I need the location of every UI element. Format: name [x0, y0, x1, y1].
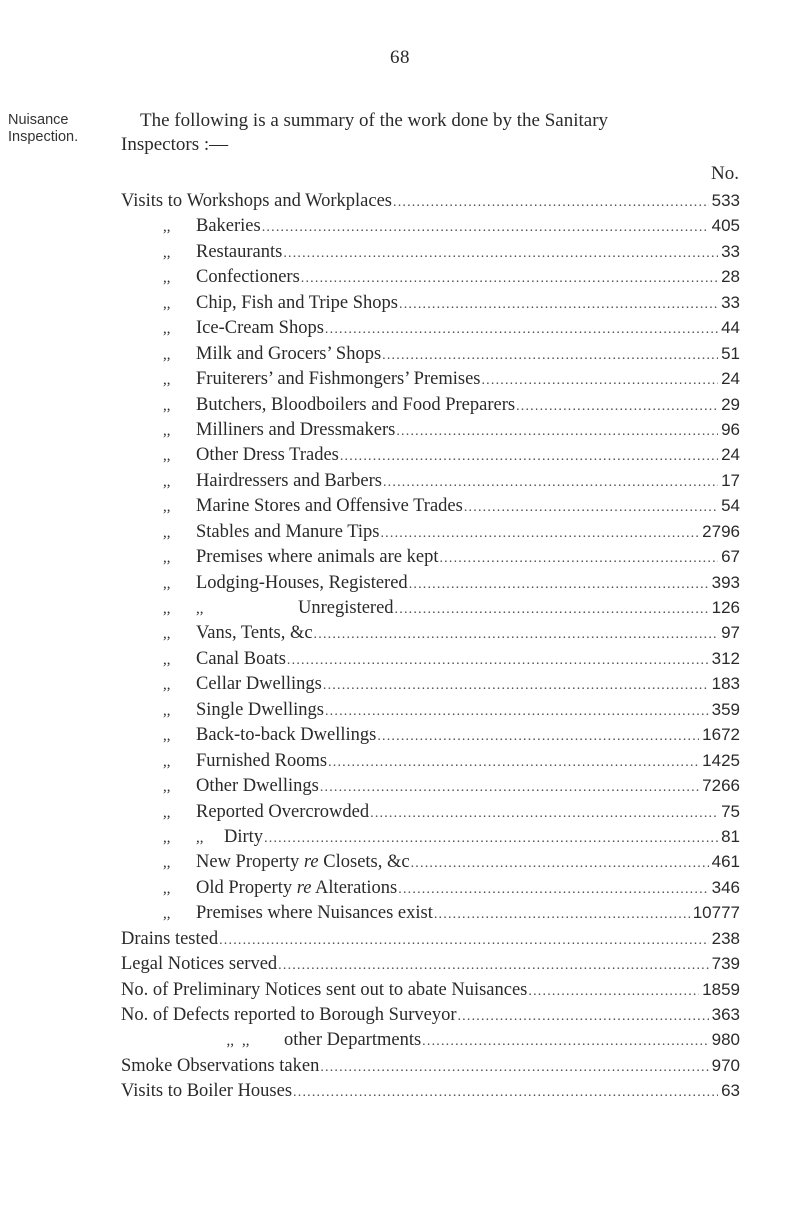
leader-dots	[283, 246, 718, 262]
ditto-mark: ,,	[163, 753, 171, 770]
table-row	[160, 700, 740, 725]
row-value: 63	[721, 1081, 740, 1101]
row-value: 461	[711, 852, 740, 872]
row-label: Visits to Boiler Houses	[121, 1081, 293, 1102]
table-row	[121, 980, 740, 1005]
leader-dots	[528, 984, 699, 1000]
leader-dots	[516, 399, 718, 415]
ditto-mark: ,,	[163, 524, 171, 541]
row-value: 10777	[692, 903, 740, 923]
ditto-mark: ,,	[163, 550, 171, 567]
ditto-mark: ,,	[163, 346, 171, 363]
ditto-mark: ,,	[163, 499, 171, 516]
leader-dots	[383, 475, 718, 491]
ditto-mark: ,,	[163, 880, 171, 897]
row-value: 533	[711, 191, 740, 210]
row-value: 405	[711, 216, 740, 236]
row-label: other Departments	[284, 1030, 422, 1051]
leader-dots	[320, 1060, 708, 1076]
ditto-mark: ,,	[196, 829, 204, 846]
row-value: 1859	[702, 979, 740, 999]
table-row	[160, 445, 740, 470]
row-value: 28	[721, 267, 740, 287]
table-row	[160, 598, 740, 623]
row-label: Vans, Tents, &c	[196, 623, 313, 644]
leader-dots	[264, 831, 718, 847]
leader-dots	[340, 449, 718, 465]
leader-dots	[314, 627, 719, 643]
row-value: 7266	[702, 776, 740, 796]
table-row	[160, 573, 740, 598]
row-label: Other Dwellings	[196, 776, 319, 797]
leader-dots	[293, 1085, 718, 1101]
row-label: Dirty	[224, 826, 264, 847]
row-label: No. of Defects reported to Borough Surveyor	[121, 1005, 457, 1025]
row-label: Hairdressers and Barbers	[196, 470, 382, 491]
leader-dots	[287, 653, 709, 669]
row-label: Old Property re Alterations	[196, 877, 398, 898]
row-value: 183	[711, 674, 740, 694]
row-label: Legal Notices served	[121, 954, 278, 975]
leader-dots	[382, 348, 718, 364]
table-row	[160, 395, 740, 420]
ditto-mark: ,,	[163, 372, 171, 389]
ditto-mark: ,,	[163, 855, 171, 872]
row-value: 970	[711, 1055, 740, 1075]
row-label: Chip, Fish and Tripe Shops	[196, 292, 399, 313]
leader-dots	[396, 424, 718, 440]
table-row	[121, 929, 740, 954]
row-label: Drains tested	[121, 928, 219, 949]
row-value: 33	[721, 292, 740, 312]
ditto-mark: ,,	[163, 295, 171, 312]
table-row	[160, 674, 740, 699]
row-label: Unregistered	[298, 598, 394, 618]
row-value: 24	[721, 445, 740, 465]
table-row	[121, 1005, 740, 1030]
table-row	[160, 547, 740, 572]
row-label: Premises where animals are kept	[196, 547, 439, 568]
margin-note	[8, 112, 78, 146]
row-label: Stables and Manure Tips	[196, 521, 380, 542]
table-row	[121, 1056, 740, 1081]
leader-dots	[323, 678, 709, 694]
ditto-mark: ,,	[163, 829, 171, 846]
leader-dots	[325, 322, 718, 338]
row-value: 1672	[702, 725, 740, 745]
row-label: Workshops and Workplaces	[186, 191, 392, 211]
ditto-mark: ,,	[163, 804, 171, 821]
ditto-mark: ,,	[163, 219, 171, 236]
table-row	[160, 471, 740, 496]
margin-note-line: Nuisance	[8, 112, 69, 128]
row-value: 346	[711, 877, 740, 897]
ditto-mark: ,,	[196, 601, 204, 617]
leader-dots	[278, 958, 708, 974]
ditto-mark: ,,	[163, 906, 171, 923]
leader-dots	[409, 577, 709, 593]
table-row	[160, 267, 740, 292]
leader-dots	[325, 704, 709, 720]
table-row	[160, 420, 740, 445]
ditto-mark: ,,	[163, 473, 171, 490]
row-label: Cellar Dwellings	[196, 674, 322, 695]
row-label: Butchers, Bloodboilers and Food Preparers	[196, 394, 516, 415]
table-row	[160, 802, 740, 827]
row-value: 312	[711, 648, 740, 668]
leader-dots	[370, 806, 718, 822]
row-label: Canal Boats	[196, 648, 286, 669]
ditto-mark: ,,	[242, 1033, 250, 1050]
row-value: 359	[711, 699, 740, 719]
leader-dots	[393, 195, 709, 211]
row-label: Milliners and Dressmakers	[196, 419, 396, 440]
row-value: 238	[711, 928, 740, 948]
row-value: 51	[721, 343, 740, 363]
intro-line: Inspectors :—	[121, 134, 229, 155]
leader-dots	[434, 907, 690, 923]
row-prefix: Visits to	[121, 191, 183, 211]
ditto-mark: ,,	[163, 397, 171, 414]
ditto-mark: ,,	[226, 1033, 234, 1050]
row-value: 29	[721, 394, 740, 414]
row-label: Other Dress Trades	[196, 445, 339, 466]
row-value: 739	[711, 954, 740, 974]
row-label: Premises where Nuisances exist	[196, 903, 433, 924]
row-label: Single Dwellings	[196, 699, 324, 720]
row-label: No. of Preliminary Notices sent out to abate Nuisances	[121, 979, 528, 1000]
intro-paragraph	[121, 109, 781, 157]
row-value: 363	[711, 1005, 740, 1024]
table-row	[121, 1081, 740, 1106]
ditto-mark: ,,	[163, 702, 171, 719]
row-label: Bakeries	[196, 216, 261, 237]
row-label: Fruiterers’ and Fishmongers’ Premises	[196, 369, 481, 390]
row-value: 17	[721, 470, 740, 490]
ditto-mark: ,,	[163, 422, 171, 439]
table-row	[121, 191, 740, 216]
row-label: Marine Stores and Offensive Trades	[196, 496, 463, 517]
table-row	[160, 369, 740, 394]
ditto-mark: ,,	[163, 270, 171, 287]
table-row	[160, 751, 740, 776]
leader-dots	[457, 1009, 708, 1025]
table-row	[160, 293, 740, 318]
table-row	[160, 852, 740, 877]
row-label: New Property re Closets, &c	[196, 852, 410, 873]
table-row	[160, 522, 740, 547]
row-value: 33	[721, 241, 740, 261]
row-value: 2796	[702, 521, 740, 541]
ditto-mark: ,,	[163, 728, 171, 745]
row-value: 1425	[702, 750, 740, 770]
table-row	[160, 242, 740, 267]
row-value: 54	[721, 496, 740, 516]
leader-dots	[262, 220, 709, 236]
leader-dots	[328, 755, 699, 771]
row-label: Confectioners	[196, 267, 300, 288]
row-label: Restaurants	[196, 241, 283, 262]
leader-dots	[464, 500, 718, 516]
table-row	[160, 878, 740, 903]
table-row	[160, 344, 740, 369]
row-value: 81	[721, 826, 740, 846]
leader-dots	[411, 856, 709, 872]
row-value: 97	[721, 623, 740, 643]
row-label: Lodging-Houses, Registered	[196, 572, 408, 593]
table-row	[160, 725, 740, 750]
leader-dots	[301, 271, 718, 287]
page-number: 68	[390, 47, 410, 68]
row-value: 126	[711, 598, 740, 617]
intro-line: The following is a summary of the work done by the Sanitary	[140, 110, 609, 131]
margin-note-line: Inspection.	[8, 129, 79, 145]
leader-dots	[398, 882, 708, 898]
row-label: Furnished Rooms	[196, 750, 328, 771]
column-header: No.	[711, 163, 739, 184]
row-value: 75	[721, 801, 740, 821]
leader-dots	[377, 729, 699, 745]
leader-dots	[422, 1034, 708, 1050]
ditto-mark: ,,	[163, 244, 171, 261]
table-row	[160, 496, 740, 521]
table-row	[160, 216, 740, 241]
ditto-mark: ,,	[163, 677, 171, 694]
leader-dots	[219, 933, 709, 949]
ditto-mark: ,,	[163, 575, 171, 592]
table-row	[160, 827, 740, 852]
table-row	[160, 623, 740, 648]
table-row	[160, 649, 740, 674]
row-value: 44	[721, 318, 740, 338]
ditto-mark: ,,	[163, 321, 171, 338]
table-row	[160, 776, 740, 801]
row-value: 67	[721, 547, 740, 567]
leader-dots	[320, 780, 699, 796]
row-value: 24	[721, 369, 740, 389]
row-value: 980	[711, 1030, 740, 1050]
table-row	[121, 1030, 740, 1055]
row-label: Reported Overcrowded	[196, 801, 370, 822]
row-value: 96	[721, 419, 740, 439]
leader-dots	[395, 602, 709, 618]
leader-dots	[439, 551, 718, 567]
ditto-mark: ,,	[163, 651, 171, 668]
row-label: Smoke Observations taken	[121, 1055, 320, 1076]
table-row	[121, 954, 740, 979]
row-value: 393	[711, 572, 740, 592]
table-row	[160, 318, 740, 343]
ditto-mark: ,,	[163, 448, 171, 465]
summary-table	[121, 191, 740, 1107]
ditto-mark: ,,	[163, 779, 171, 796]
row-label: Milk and Grocers’ Shops	[196, 343, 382, 364]
leader-dots	[380, 526, 699, 542]
row-label: Back-to-back Dwellings	[196, 725, 377, 746]
leader-dots	[481, 373, 718, 389]
ditto-mark: ,,	[163, 601, 171, 617]
table-row	[160, 903, 740, 928]
leader-dots	[399, 297, 718, 313]
row-label: Ice-Cream Shops	[196, 318, 324, 339]
ditto-mark: ,,	[163, 626, 171, 643]
